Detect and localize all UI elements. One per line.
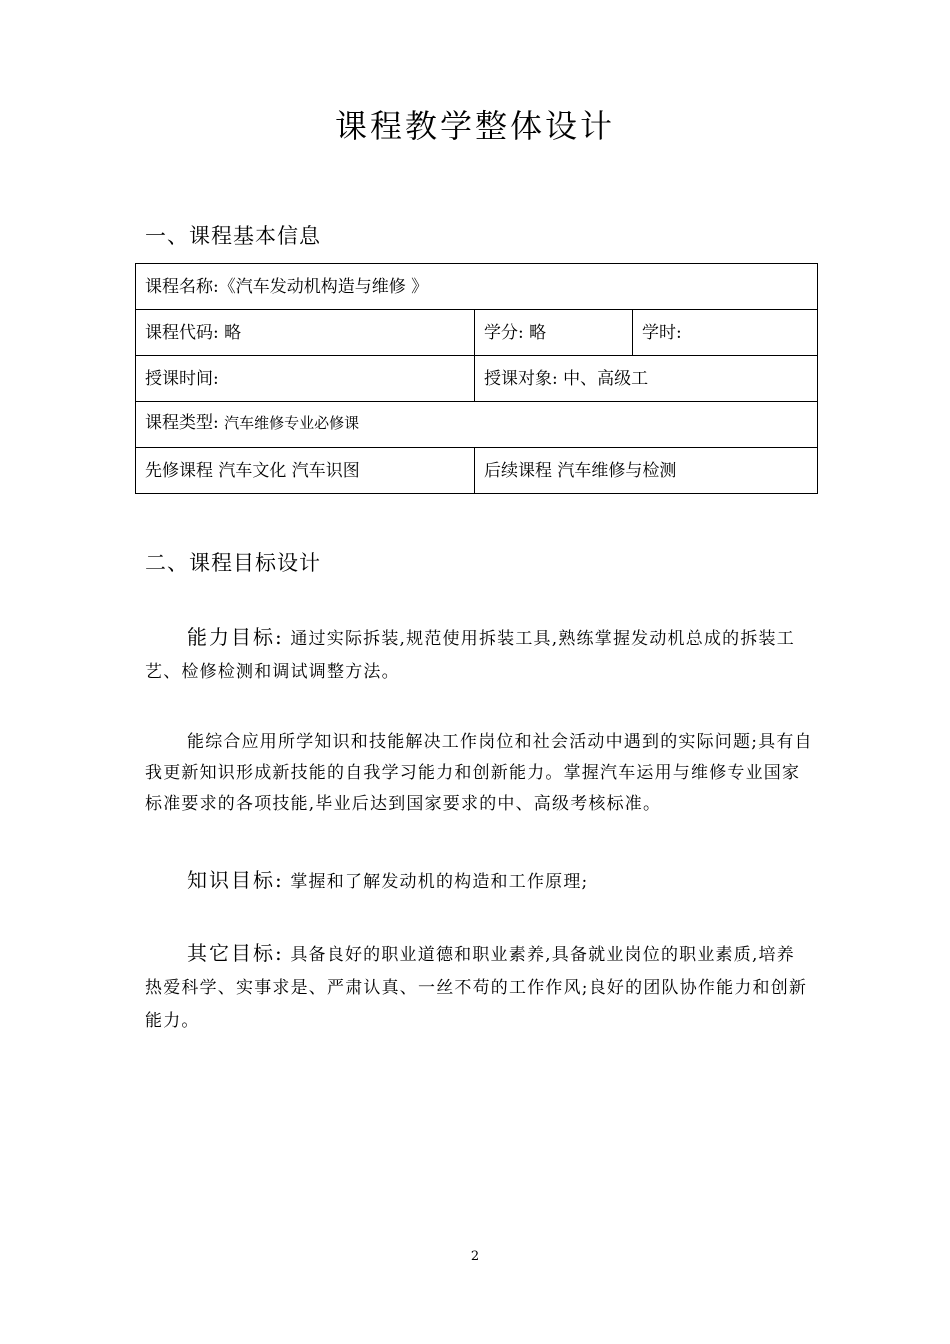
knowledge-objective-text: 掌握和了解发动机的构造和工作原理; [283,872,589,892]
prerequisite-cell: 先修课程 汽车文化 汽车识图 [136,448,475,494]
section-heading-objectives: 二、课程目标设计 [145,551,321,575]
audience-cell: 授课对象: 中、高级工 [475,356,818,402]
course-info-table [135,263,818,494]
other-objective-label: 其它目标: [187,941,284,965]
knowledge-objective-label: 知识目标: [187,868,284,892]
table-row [136,356,818,402]
ability-objective-label: 能力目标: [187,625,284,649]
ability-objective-text: 通过实际拆装,规范使用拆装工具,熟练掌握发动机总成的拆装工艺、检修检测和调试调整方法。 [145,629,795,682]
follow-up-cell: 后续课程 汽车维修与检测 [475,448,818,494]
hours-cell: 学时: [633,310,818,356]
table-row [136,402,818,448]
other-objective-paragraph [145,937,813,1038]
course-type-label: 课程类型: [145,413,219,433]
page-number: 2 [470,1249,480,1264]
course-code-cell: 课程代码: 略 [136,310,475,356]
course-type-cell [136,402,818,448]
document-title: 课程教学整体设计 [334,107,615,145]
teaching-time-cell: 授课时间: [136,356,475,402]
section-heading-basic-info: 一、课程基本信息 [145,224,321,248]
table-row [136,264,818,310]
table-row [136,310,818,356]
credit-cell: 学分: 略 [475,310,633,356]
general-objective-paragraph: 能综合应用所学知识和技能解决工作岗位和社会活动中遇到的实际问题;具有自我更新知识形成新技能的自我学习能力和创新能力。掌握汽车运用与维修专业国家标准要求的各项技能,毕业后达到国家要求的中、高级考核标准。 [145,732,813,814]
ability-objective-paragraph [145,621,813,689]
other-objective-text: 具备良好的职业道德和职业素养,具备就业岗位的职业素质,培养热爱科学、实事求是、严肃认真、一丝不苟的工作作风;良好的团队协作能力和创新能力。 [145,945,808,1031]
course-type-value: 汽车维修专业必修课 [224,414,360,432]
course-name-cell: 课程名称:《汽车发动机构造与维修 》 [136,264,818,310]
table-row [136,448,818,494]
knowledge-objective-paragraph [145,864,813,899]
